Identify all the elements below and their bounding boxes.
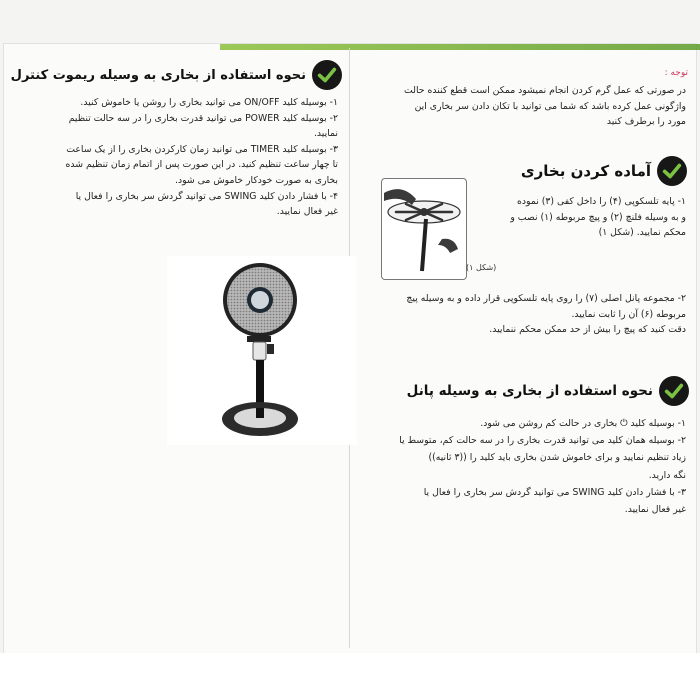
check-badge-icon [659, 376, 689, 406]
check-badge-icon [312, 60, 342, 90]
step2-line-2: مربوطه (۶) آن را ثابت نمایید. [571, 308, 686, 320]
note-label: توجه : [664, 68, 688, 78]
remote-line-3: نمایید. [313, 128, 338, 140]
remote-line-6: بخاری به صورت خودکار خاموش می شود. [175, 174, 338, 186]
remote-usage-text [65, 95, 338, 220]
remote-line-7: ۴- با فشار دادن کلید SWING می توانید گردش سر بخاری را فعال یا [75, 190, 338, 202]
remote-line-5: تا چهار ساعت تنظیم کنید. در این صورت پس از اتمام زمان تنظیم شده [65, 159, 338, 171]
remote-line-8: غیر فعال نمایید. [276, 206, 338, 218]
panel-line-5: ۳- با فشار دادن کلید SWING می توانید گردش سر بخاری را فعال یا [423, 486, 686, 498]
remote-usage-heading [11, 60, 342, 90]
accent-stripe [220, 44, 700, 50]
note-line-3: مورد را برطرف کنید [606, 116, 686, 128]
step1-line-2: و به وسیله فلنچ (۲) و پیچ مربوطه (۱) نصب و [510, 211, 686, 223]
step1-line-3: محکم نمایید. (شکل ۱) [598, 227, 686, 239]
panel-line-2: ۲- بوسیله همان کلید می توانید قدرت بخاری را در سه حالت کم، متوسط یا [399, 435, 686, 447]
step2-line-3: دقت کنید که پیچ را بیش از حد ممکن محکم ننمایید. [489, 324, 686, 336]
assembly-title: آماده کردن بخاری [520, 162, 651, 180]
assembly-step1 [510, 194, 686, 241]
figure-caption: (شکل ۱) [466, 263, 497, 272]
note-line-2: واژگونی عمل کرده باشد که شما می توانید با تکان دادن سر بخاری این [414, 100, 686, 112]
panel-usage-title: نحوه استفاده از بخاری به وسیله پانل [406, 383, 653, 399]
assembly-heading [521, 156, 687, 186]
note-line-1: در صورتی که عمل گرم کردن انجام نمیشود ممکن است قطع کننده حالت [403, 85, 686, 96]
note-text [404, 83, 686, 130]
remote-line-4: ۳- بوسیله کلید TIMER می توانید زمان کارکردن بخاری را از یک ساعت [66, 143, 338, 155]
assembly-step2 [406, 291, 686, 338]
remote-line-2: ۲- بوسیله کلید POWER می توانید قدرت بخاری را در سه حالت تنظیم [68, 112, 338, 124]
assembly-figure [381, 178, 467, 280]
heater-photo [167, 256, 357, 445]
page-margin [0, 653, 700, 700]
step1-line-1: ۱- پایه تلسکوپی (۴) را داخل کفی (۳) نموده [517, 196, 686, 207]
panel-line-3: زیاد تنظیم نمایید و برای خاموش شدن بخاری باید کلید را ((۳ ثانیه)) [428, 452, 686, 464]
panel-line-1: ۱- بوسیله کلید ⏻ بخاری در حالت کم روشن می شود. [480, 418, 686, 429]
remote-line-1: ۱- بوسیله کلید ON/OFF می توانید بخاری را روشن یا خاموش کنید. [80, 97, 338, 108]
panel-usage-text [399, 415, 686, 518]
remote-usage-title: نحوه استفاده از بخاری به وسیله ریموت کنترل [10, 67, 306, 83]
panel-line-4: نگه دارید. [648, 469, 686, 481]
panel-line-6: غیر فعال نمایید. [624, 504, 686, 516]
check-badge-icon [657, 156, 687, 186]
panel-usage-heading [407, 376, 689, 406]
step2-line-1: ۲- مجموعه پانل اصلی (۷) را روی پایه تلسکوپی قرار داده و به وسیله پیچ [406, 293, 686, 304]
